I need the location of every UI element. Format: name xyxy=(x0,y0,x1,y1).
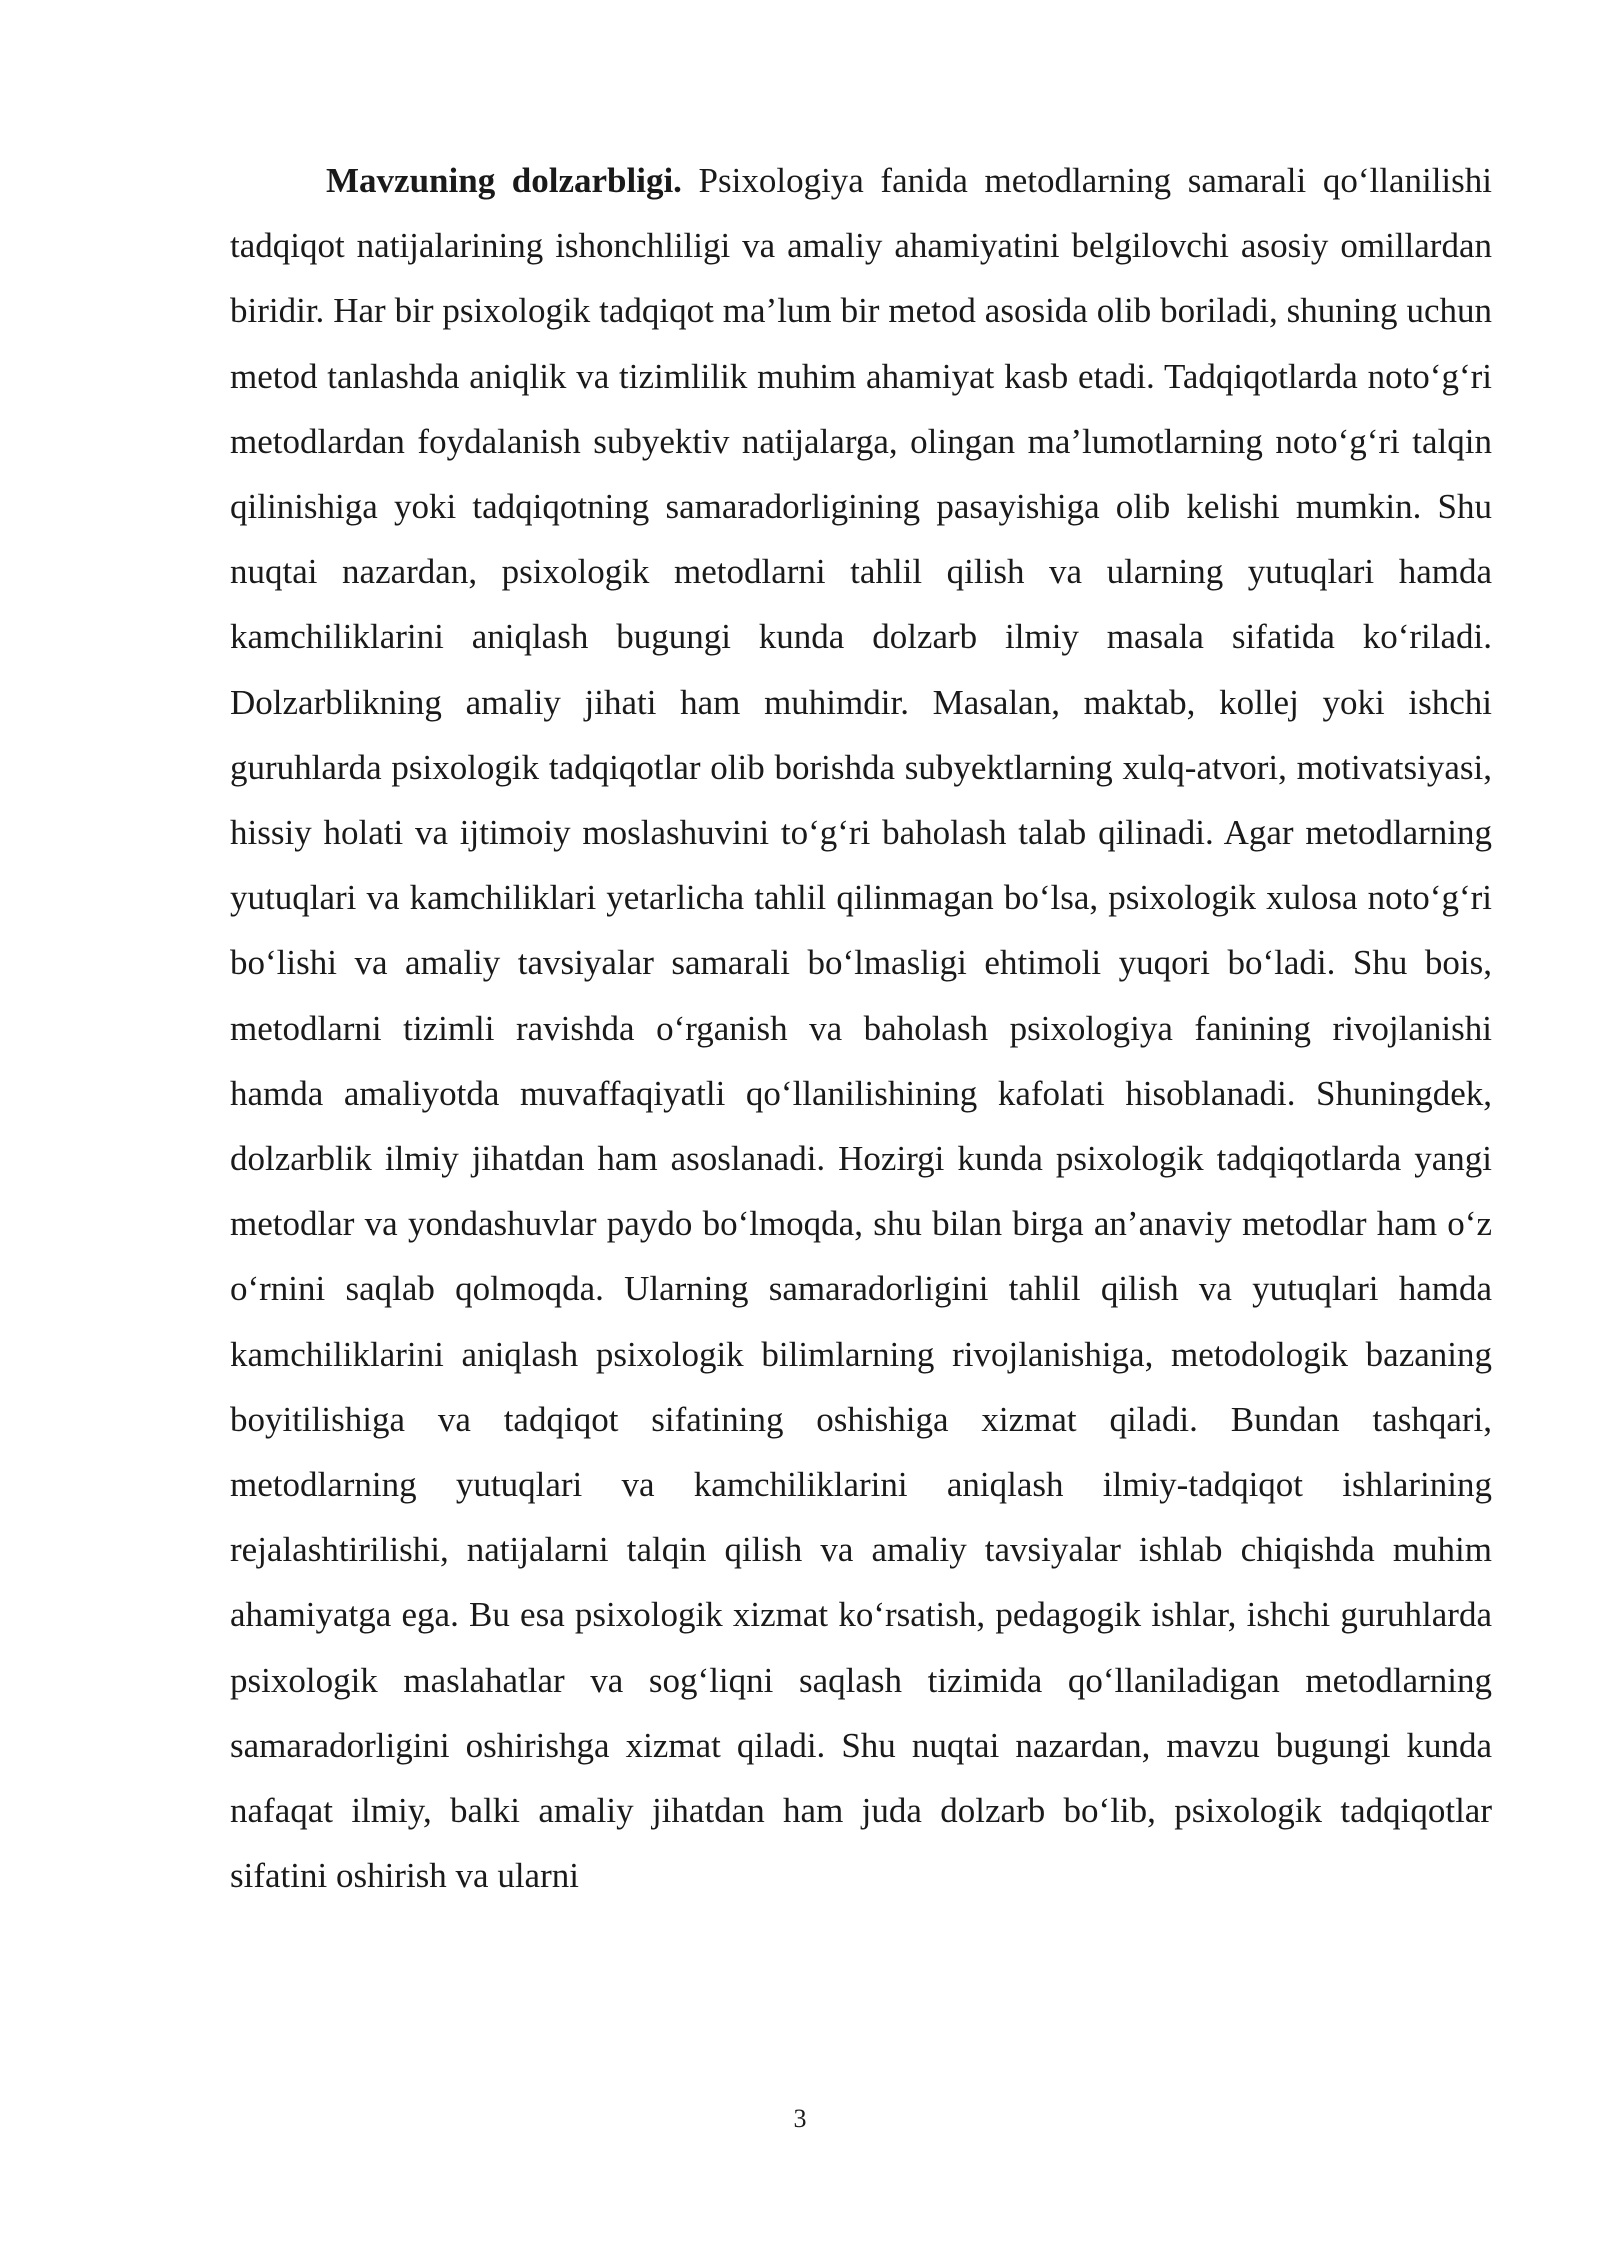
paragraph-text: Psixologiya fanida metodlarning samarali qo‘llanilishi tadqiqot natijalarining ishonchliligi va amaliy ahamiyatini belgilovchi asosiy omillardan biridir. Har bir psixologik tadqiqot ma’lum bir metod asosida olib boriladi, shuning uchun metod tanlashda aniqlik va tizimlilik muhim ahamiyat kasb etadi. Tadqiqotlarda noto‘g‘ri metodlardan foydalanish subyektiv natijalarga, olingan ma’lumotlarning noto‘g‘ri talqin qilinishiga yoki tadqiqotning samaradorligining pasayishiga olib kelishi mumkin. Shu nuqtai nazardan, psixologik metodlarni tahlil qilish va ularning yutuqlari hamda kamchiliklarini aniqlash bugungi kunda dolzarb ilmiy masala sifatida ko‘riladi. Dolzarblikning amaliy jihati ham muhimdir. Masalan, maktab, kollej yoki ishchi guruhlarda psixologik tadqiqotlar olib borishda subyektlarning xulq-atvori, motivatsiyasi, hissiy holati va ijtimoiy moslashuvini to‘g‘ri baholash talab qilinadi. Agar metodlarning yutuqlari va kamchiliklari yetarlicha tahlil qilinmagan bo‘lsa, psixologik xulosa noto‘g‘ri bo‘lishi va amaliy tavsiyalar samarali bo‘lmasligi ehtimoli yuqori bo‘ladi. Shu bois, metodlarni tizimli ravishda o‘rganish va baholash psixologiya fanining rivojlanishi hamda amaliyotda muvaffaqiyatli qo‘llanilishining kafolati hisoblanadi. Shuningdek, dolzarblik ilmiy jihatdan ham asoslanadi. Hozirgi kunda psixologik tadqiqotlarda yangi metodlar va yondashuvlar paydo bo‘lmoqda, shu bilan birga an’anaviy metodlar ham o‘z o‘rnini saqlab qolmoqda. Ularning samaradorligini tahlil qilish va yutuqlari hamda kamchiliklarini aniqlash psixologik bilimlarning rivojlanishiga, metodologik bazaning boyitilishiga va tadqiqot sifatining oshishiga xizmat qiladi. Bundan tashqari, metodlarning yutuqlari va kamchiliklarini aniqlash ilmiy-tadqiqot ishlarining rejalashtirilishi, natijalarni talqin qilish va amaliy tavsiyalar ishlab chiqishda muhim ahamiyatga ega. Bu esa psixologik xizmat ko‘rsatish, pedagogik ishlar, ishchi guruhlarda psixologik maslahatlar va sog‘liqni saqlash tizimida qo‘llaniladigan metodlarning samaradorligini oshirishga xizmat qiladi. Shu nuqtai nazardan, mavzu bugungi kunda nafaqat ilmiy, balki amaliy jihatdan ham juda dolzarb bo‘lib, psixologik tadqiqotlar sifatini oshirish va ularni xyxy=(230,161,1493,1896)
body-paragraph xyxy=(230,148,1492,1908)
section-heading: Mavzuning dolzarbligi. xyxy=(326,161,682,200)
page-number: 3 xyxy=(793,2104,807,2133)
